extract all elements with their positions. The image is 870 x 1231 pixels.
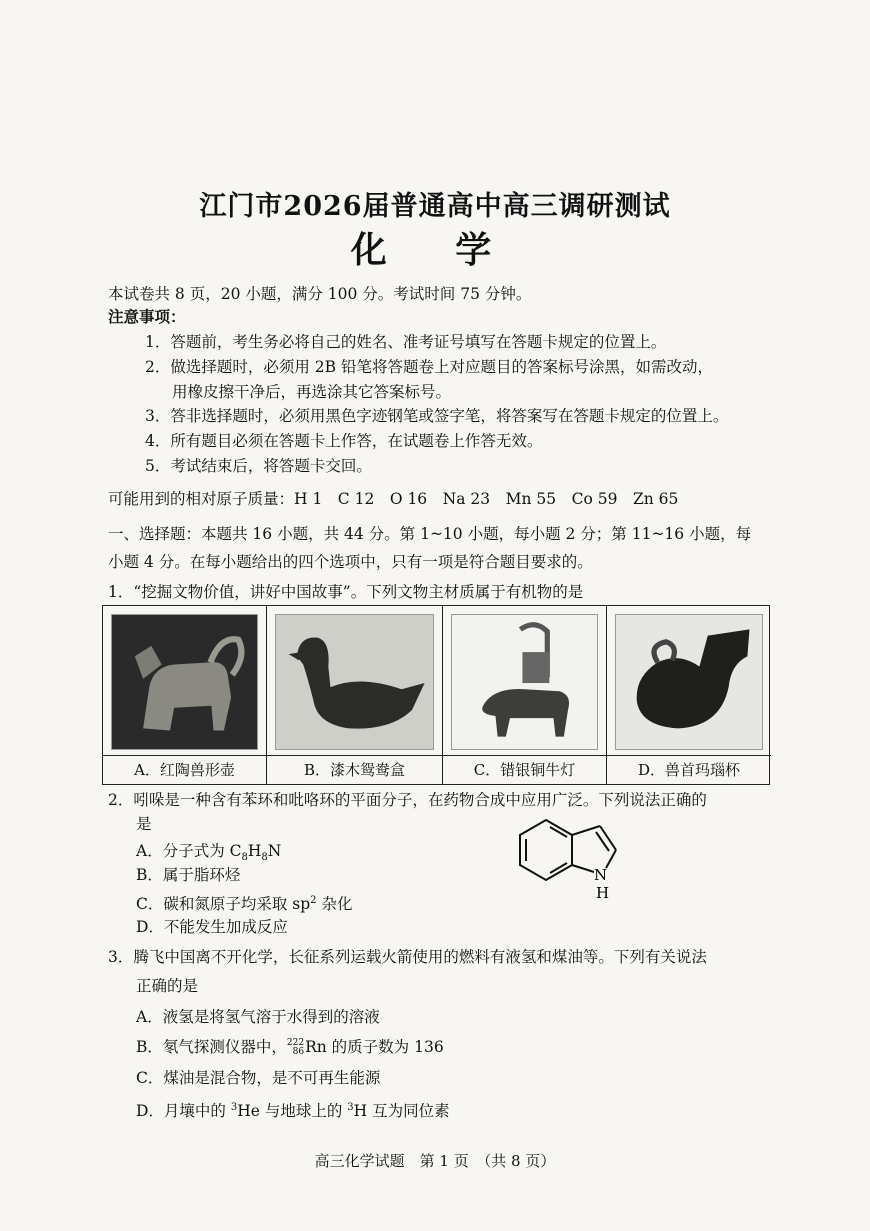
note-item: 4．所有题目必须在答题卡上作答，在试题卷上作答无效。 bbox=[145, 432, 543, 450]
artifact-image-agate-cup bbox=[615, 614, 763, 750]
note-item: 用橡皮擦干净后，再选涂其它答案标号。 bbox=[172, 383, 452, 401]
question-3-stem-cont: 正确的是 bbox=[136, 977, 199, 995]
note-item: 3．答非选择题时，必须用黑色字迹钢笔或签字笔，将答案写在答题卡规定的位置上。 bbox=[145, 407, 729, 425]
indole-structure bbox=[510, 812, 650, 904]
indole-h-label: H bbox=[596, 884, 610, 902]
artifact-caption-b: B．漆木鸳鸯盒 bbox=[267, 755, 442, 784]
question-3-option-b: B．氡气探测仪器中，222 86Rn 的质子数为 136 bbox=[136, 1038, 444, 1057]
subject-title: 化 学 bbox=[350, 229, 520, 271]
atomic-mass-line: 可能用到的相对原子质量：H 1 C 12 O 16 Na 23 Mn 55 Co 59 Zn 65 bbox=[108, 490, 679, 508]
notes-heading: 注意事项： bbox=[108, 307, 186, 326]
artifact-cell-c bbox=[443, 606, 607, 784]
question-3-option-d: D．月壤中的 $^3$He 与地球上的 $^3$H 互为同位素 bbox=[136, 1102, 450, 1121]
artifact-image-bronze-lamp bbox=[451, 614, 598, 750]
section-heading-cont: 小题 4 分。在每小题给出的四个选项中，只有一项是符合题目要求的。 bbox=[108, 553, 593, 571]
note-item: 5．考试结束后，将答题卡交回。 bbox=[145, 457, 372, 475]
question-3-stem: 3．腾飞中国离不开化学，长征系列运载火箭使用的燃料有液氢和煤油等。下列有关说法 bbox=[108, 948, 707, 966]
artifact-caption-a: A．红陶兽形壶 bbox=[103, 755, 266, 784]
page-footer: 高三化学试题 第 1 页 （共 8 页） bbox=[314, 1152, 556, 1170]
question-2-option-d: D．不能发生加成反应 bbox=[136, 918, 288, 936]
artifact-caption-d: D．兽首玛瑙杯 bbox=[607, 755, 771, 784]
question-3-option-a: A．液氢是将氢气溶于水得到的溶液 bbox=[136, 1008, 380, 1026]
question-2-option-a: A．分子式为 $C_8H_8N$ bbox=[136, 842, 282, 864]
artifact-image-lacquer-box bbox=[275, 614, 434, 750]
question-2-stem-cont: 是 bbox=[136, 815, 152, 833]
indole-n-label: N bbox=[594, 866, 608, 884]
artifact-cell-b bbox=[267, 606, 443, 784]
question-1-stem: 1．“挖掘文物价值，讲好中国故事”。下列文物主材质属于有机物的是 bbox=[108, 583, 584, 601]
note-item: 1．答题前，考生务必将自己的姓名、准考证号填写在答题卡规定的位置上。 bbox=[145, 333, 667, 351]
artifact-cell-d bbox=[607, 606, 771, 784]
question-2-stem: 2．吲哚是一种含有苯环和吡咯环的平面分子，在药物合成中应用广泛。下列说法正确的 bbox=[108, 791, 707, 809]
nuclide-notation: 222 86 bbox=[286, 1038, 305, 1057]
section-heading: 一、选择题：本题共 16 小题，共 44 分。第 1~10 小题，每小题 2 分；第 11~16 小题，每 bbox=[108, 525, 752, 543]
artifact-image-pottery bbox=[111, 614, 258, 750]
artifact-cell-a bbox=[103, 606, 267, 784]
note-item: 2．做选择题时，必须用 2B 铅笔将答题卷上对应题目的答案标号涂黑，如需改动， bbox=[145, 358, 713, 376]
exam-title: 江门市2026届普通高中高三调研测试 bbox=[199, 191, 671, 222]
intro-text: 本试卷共 8 页，20 小题，满分 100 分。考试时间 75 分钟。 bbox=[108, 285, 532, 303]
question-2-option-b: B．属于脂环烃 bbox=[136, 866, 241, 884]
artifact-caption-c: C．错银铜牛灯 bbox=[443, 755, 606, 784]
question-3-option-c: C．煤油是混合物，是不可再生能源 bbox=[136, 1069, 381, 1087]
artifact-table bbox=[102, 605, 770, 785]
question-2-option-c: C．碳和氮原子均采取 $sp^2$ 杂化 bbox=[136, 895, 353, 914]
